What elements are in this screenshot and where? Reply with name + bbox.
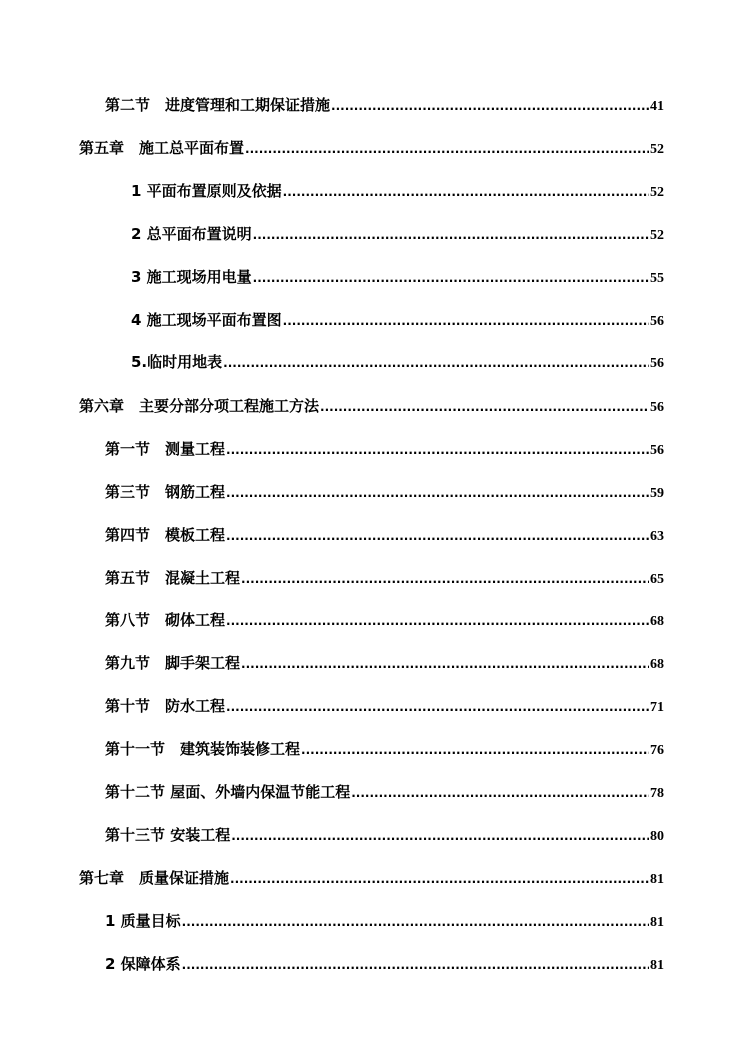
toc-entry-page: 52: [650, 142, 664, 157]
toc-leader: [226, 440, 649, 460]
toc-entry-page: 55: [650, 271, 664, 286]
toc-entry-title: 3 施工现场用电量: [131, 268, 252, 286]
toc-leader: [253, 225, 649, 245]
toc-entry-page: 81: [650, 958, 664, 973]
toc-leader: [226, 697, 649, 717]
toc-entry-title: 第十二节 屋面、外墙内保温节能工程: [105, 783, 351, 801]
toc-entry[interactable]: [105, 568, 664, 590]
toc-leader: [253, 268, 649, 288]
toc-entry-page: 59: [650, 486, 664, 501]
toc-leader: [331, 96, 649, 116]
toc-leader: [301, 740, 649, 760]
toc-entry-page: 56: [650, 443, 664, 458]
toc-entry-page: 41: [650, 99, 664, 114]
toc-entry-page: 68: [650, 614, 664, 629]
toc-leader: [226, 483, 649, 503]
toc-entry[interactable]: [79, 138, 664, 160]
toc-leader: [283, 311, 649, 331]
toc-leader: [182, 955, 649, 975]
toc-leader: [245, 139, 649, 159]
toc-entry[interactable]: [131, 352, 664, 374]
toc-entry-title: 第三节 钢筋工程: [105, 483, 226, 501]
toc-leader: [351, 783, 649, 803]
toc-leader: [223, 353, 649, 373]
toc-entry-title: 第一节 测量工程: [105, 440, 226, 458]
toc-leader: [241, 654, 649, 674]
toc-entry-page: 56: [650, 356, 664, 371]
toc-leader: [226, 611, 649, 631]
toc-entry-page: 63: [650, 529, 664, 544]
toc-entry-page: 81: [650, 915, 664, 930]
toc-leader: [241, 569, 649, 589]
toc-entry-title: 1 平面布置原则及依据: [131, 182, 282, 200]
toc-entry-title: 第五节 混凝土工程: [105, 569, 241, 587]
toc-entry-page: 52: [650, 185, 664, 200]
toc-leader: [182, 912, 649, 932]
toc-leader: [320, 397, 649, 417]
toc-entry[interactable]: [131, 224, 664, 246]
toc-entry-title: 第九节 脚手架工程: [105, 654, 241, 672]
toc-entry-page: 65: [650, 572, 664, 587]
toc-entry[interactable]: [131, 267, 664, 289]
toc-entry[interactable]: [105, 696, 664, 718]
toc-entry-page: 56: [650, 314, 664, 329]
toc-entry-title: 4 施工现场平面布置图: [131, 311, 282, 329]
toc-entry[interactable]: [105, 653, 664, 675]
toc-entry[interactable]: [79, 396, 664, 418]
toc-entry-page: 80: [650, 829, 664, 844]
toc-leader: [283, 182, 649, 202]
toc-entry[interactable]: [105, 439, 664, 461]
toc-entry[interactable]: [79, 868, 664, 890]
toc-entry-page: 76: [650, 743, 664, 758]
toc-entry[interactable]: [131, 181, 664, 203]
toc-entry[interactable]: [105, 954, 664, 976]
toc-entry[interactable]: [105, 911, 664, 933]
toc-entry-page: 81: [650, 872, 664, 887]
toc-entry-page: 52: [650, 228, 664, 243]
toc-entry[interactable]: [105, 482, 664, 504]
toc-entry-page: 56: [650, 400, 664, 415]
toc-leader: [231, 826, 649, 846]
toc-entry[interactable]: [105, 610, 664, 632]
toc-entry-title: 1 质量目标: [105, 912, 181, 930]
toc-entry-page: 71: [650, 700, 664, 715]
toc-entry[interactable]: [105, 95, 664, 117]
toc-entry[interactable]: [105, 739, 664, 761]
toc-entry-title: 第四节 模板工程: [105, 526, 226, 544]
toc-entry-page: 68: [650, 657, 664, 672]
toc-entry-title: 第五章 施工总平面布置: [79, 139, 245, 157]
toc-entry-title: 第二节 进度管理和工期保证措施: [105, 96, 331, 114]
toc-entry[interactable]: [105, 525, 664, 547]
toc-leader: [226, 526, 649, 546]
toc-entry-title: 第十三节 安装工程: [105, 826, 231, 844]
toc-entry-title: 5.临时用地表: [131, 353, 223, 371]
toc-entry[interactable]: [131, 310, 664, 332]
toc-entry[interactable]: [105, 782, 664, 804]
toc-entry-title: 2 总平面布置说明: [131, 225, 252, 243]
toc-entry-title: 第六章 主要分部分项工程施工方法: [79, 397, 320, 415]
toc-entry-title: 第十一节 建筑装饰装修工程: [105, 740, 301, 758]
toc-entry-title: 第十节 防水工程: [105, 697, 226, 715]
toc-leader: [230, 869, 649, 889]
toc-entry-page: 78: [650, 786, 664, 801]
toc-entry-title: 第八节 砌体工程: [105, 611, 226, 629]
toc-entry-title: 第七章 质量保证措施: [79, 869, 230, 887]
toc-entry-title: 2 保障体系: [105, 955, 181, 973]
toc-entry[interactable]: [105, 825, 664, 847]
